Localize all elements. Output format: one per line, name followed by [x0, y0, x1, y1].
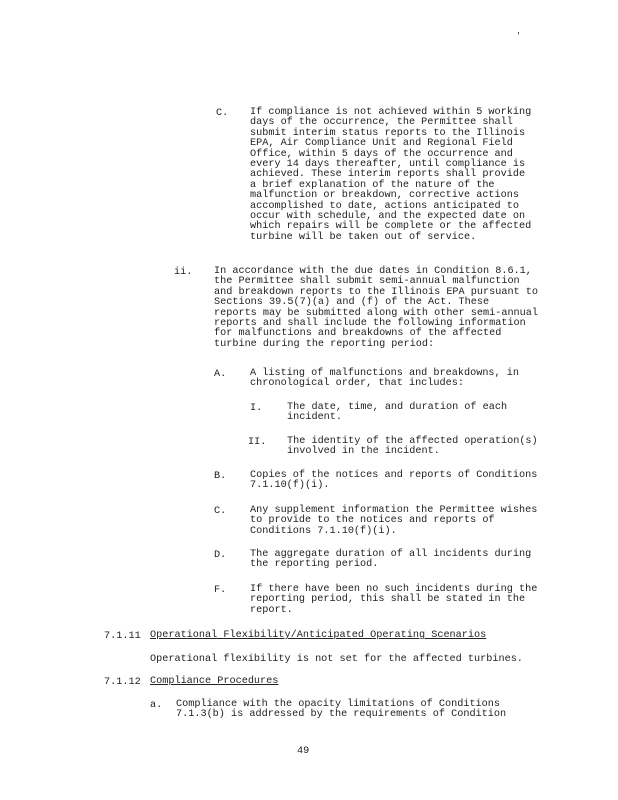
item-label: I.: [250, 403, 263, 414]
corner-mark: ': [516, 32, 521, 41]
item-label: C.: [214, 506, 227, 517]
paragraph-a-opacity: Compliance with the opacity limitations of Conditions 7.1.3(b) is addressed by the requirements of Condition: [176, 699, 507, 721]
section-number: 7.1.11: [104, 631, 141, 642]
item-label: a.: [150, 700, 163, 711]
item-label: C.: [216, 108, 229, 119]
page-number: 49: [297, 746, 310, 757]
paragraph-ii-identity: The identity of the affected operation(s) involved in the incident.: [287, 436, 538, 458]
item-label: F.: [214, 585, 227, 596]
paragraph-a-listing: A listing of malfunctions and breakdowns, in chronological order, that includes:: [250, 368, 519, 390]
paragraph-c-interim-reports: If compliance is not achieved within 5 working days of the occurrence, the Permittee shall submit interim status reports to the Illinois EPA, Air Compliance Unit and Regional Field Office, within 5 days of the occurrence and every 14 days thereafter, until compliance is achieved. These interim reports shall provide a brief explanation of the nature of the malfunction or breakdown, corrective actions accomplished to date, actions anticipated to occur with schedule, and the expected date on which repairs will be complete or the affected turbine will be taken out of service.: [250, 107, 532, 243]
item-label: B.: [214, 471, 227, 482]
paragraph-c-supplement: Any supplement information the Permittee wishes to provide to the notices and reports of Conditions 7.1.10(f)(i).: [250, 505, 538, 537]
section-number: 7.1.12: [104, 677, 141, 688]
item-label: A.: [214, 369, 227, 380]
item-label: ii.: [174, 267, 193, 278]
section-heading-compliance-procedures: Compliance Procedures: [150, 676, 279, 687]
item-label: II.: [248, 437, 267, 448]
paragraph-f-no-incidents: If there have been no such incidents during the reporting period, this shall be stated in the report.: [250, 584, 538, 616]
operational-flexibility-text: Operational flexibility is not set for the affected turbines.: [150, 654, 523, 665]
paragraph-ii-semiannual-reports: In accordance with the due dates in Condition 8.6.1, the Permittee shall submit semi-annual malfunction and breakdown reports to the Illinois EPA pursuant to Sections 39.5(7)(a) and (f) of the Act. These reports may be submitted along with other semi-annual reports and shall include the following information for malfunctions and breakdowns of the affected turbine during the reporting period:: [214, 266, 539, 350]
paragraph-i-date-time: The date, time, and duration of each incident.: [287, 402, 508, 424]
paragraph-b-copies: Copies of the notices and reports of Conditions 7.1.10(f)(i).: [250, 470, 538, 492]
item-label: D.: [214, 550, 227, 561]
section-heading-operational-flexibility: Operational Flexibility/Anticipated Operating Scenarios: [150, 630, 487, 641]
paragraph-d-aggregate: The aggregate duration of all incidents during the reporting period.: [250, 549, 532, 571]
